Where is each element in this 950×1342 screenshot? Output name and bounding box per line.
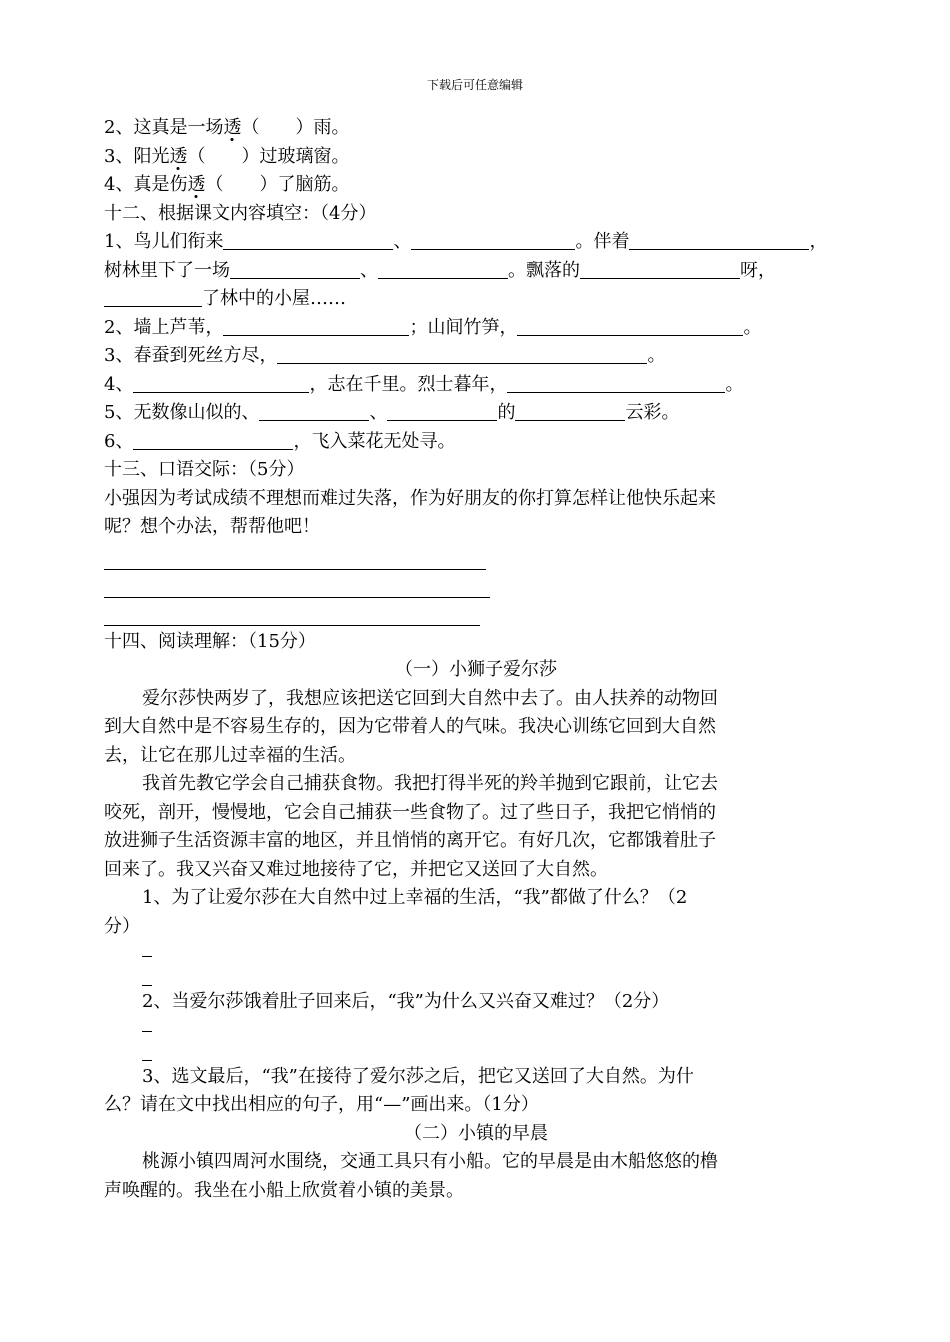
fill-blank[interactable] [507, 372, 725, 393]
fill-blank[interactable] [515, 400, 625, 421]
q13-prompt-line-2: 呢？想个办法，帮帮他吧！ [104, 516, 320, 537]
passage-2-title: （二）小镇的早晨 [404, 1122, 548, 1144]
passage-1-title: （一）小狮子爱尔莎 [395, 659, 557, 680]
answer-line[interactable] [104, 598, 480, 626]
q13-prompt-line-1: 小强因为考试成绩不理想而难过失落，作为好朋友的你打算怎样让他快乐起来 [104, 487, 716, 509]
q12-item-4: 4、 ，志在千里。烈士暮年， 。 [104, 373, 744, 395]
question-1-line: 1、为了让爱尔莎在大自然中过上幸福的生活，“我”都做了什么？（2 [142, 887, 688, 908]
q12-item-3: 3、春蚕到死丝方尽， 。 [104, 345, 666, 366]
page-header: 下载后可任意编辑 [426, 78, 523, 92]
passage-1-para-2-line: 我首先教它学会自己捕获食物。我把打得半死的羚羊抛到它跟前，让它去 [142, 773, 718, 794]
dotted-char: 透 [187, 174, 206, 195]
passage-1-para-1-line: 爱尔莎快两岁了，我想应该把送它回到大自然中去了。由人扶养的动物回 [142, 687, 718, 709]
question-2: 2、当爱尔莎饿着肚子回来后，“我”为什么又兴奋又难过？（2分） [142, 990, 670, 1012]
q12-item-2: 2、墙上芦苇， ；山间竹笋， 。 [104, 316, 762, 338]
fill-blank[interactable] [277, 343, 647, 364]
passage-2-para-1-line: 声唤醒的。我坐在小船上欣赏着小镇的美景。 [104, 1179, 464, 1201]
fill-blank[interactable] [387, 400, 497, 421]
fill-blank[interactable] [411, 229, 575, 250]
answer-line[interactable] [104, 570, 490, 598]
fill-blank[interactable] [230, 258, 360, 279]
question-3-line: 么？请在文中找出相应的句子，用“—”画出来。（1分） [104, 1094, 539, 1115]
fill-blank[interactable] [223, 229, 393, 250]
fill-blank[interactable] [223, 315, 409, 336]
answer-line[interactable] [104, 1045, 848, 1063]
q13-title: 十三、口语交际：（5分） [104, 459, 305, 480]
passage-1-para-1-line: 到大自然中是不容易生存的，因为它带着人的气味。我决心训练它回到大自然 [104, 716, 716, 737]
question-3-line: 3、选文最后，“我”在接待了爱尔莎之后，把它又送回了大自然。为什 [142, 1065, 694, 1087]
question-1-line: 分） [104, 915, 140, 937]
fill-blank[interactable] [259, 400, 369, 421]
answer-line[interactable] [104, 542, 486, 570]
fill-blank[interactable] [580, 258, 740, 279]
q12-line-1: 1、鸟儿们衔来 、 。伴着 ， [104, 231, 828, 252]
q14-title: 十四、阅读理解：（15分） [104, 630, 316, 652]
passage-1-para-1-line: 去，让它在那儿过幸福的生活。 [104, 744, 356, 766]
q12-item-5: 5、无数像山似的、 、 的 云彩。 [104, 402, 680, 423]
q11-item-3: 3、阳光透（ ）过玻璃窗。 [104, 145, 350, 167]
passage-1-para-2-line: 放进狮子生活资源丰富的地区，并且悄悄的离开它。有好几次，它都饿着肚子 [104, 830, 716, 851]
passage-1-para-2-line: 回来了。我又兴奋又难过地接待了它，并把它又送回了大自然。 [104, 858, 608, 880]
fill-blank[interactable] [133, 372, 309, 393]
q12-item-6: 6、 ，飞入菜花无处寻。 [104, 430, 456, 452]
q12-line-2: 树林里下了一场 、 。飘落的 呀， [104, 259, 776, 281]
answer-line[interactable] [104, 970, 848, 988]
answer-line[interactable] [104, 1016, 848, 1045]
dotted-char: 透 [169, 145, 188, 167]
answer-line[interactable] [104, 941, 848, 970]
fill-blank[interactable] [517, 315, 743, 336]
fill-blank[interactable] [378, 258, 508, 279]
q12-title: 十二、根据课文内容填空：（4分） [104, 202, 377, 224]
worksheet [104, 114, 848, 1205]
fill-blank[interactable] [133, 429, 293, 450]
passage-2-para-1-line: 桃源小镇四周河水围绕，交通工具只有小船。它的早晨是由木船悠悠的橹 [142, 1151, 718, 1172]
fill-blank[interactable] [104, 286, 202, 307]
q11-item-4: 4、真是伤透（ ）了脑筋。 [104, 174, 350, 195]
q12-line-3: 了林中的小屋…… [104, 285, 848, 314]
fill-blank[interactable] [629, 229, 809, 250]
dotted-char: 透 [223, 117, 242, 138]
q11-item-2: 2、这真是一场透（ ）雨。 [104, 117, 350, 138]
passage-1-para-2-line: 咬死，剖开，慢慢地，它会自己捕获一些食物了。过了些日子，我把它悄悄的 [104, 801, 716, 823]
